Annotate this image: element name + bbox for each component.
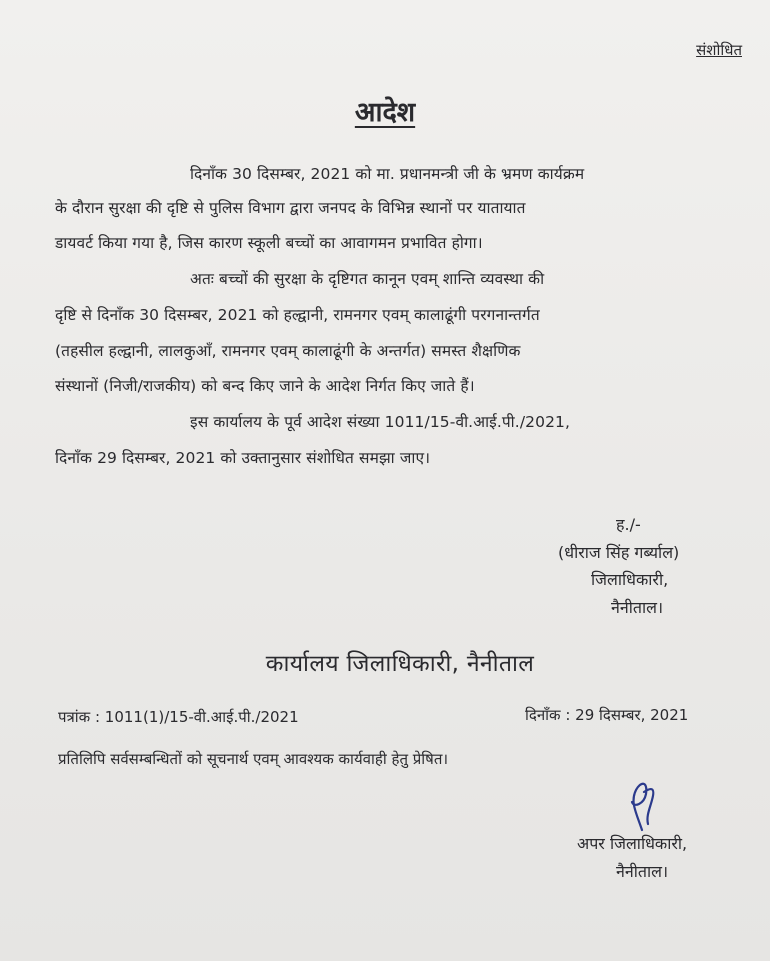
second-signatory-place: नैनीताल। (616, 862, 669, 881)
signed-mark: ह./- (616, 515, 641, 534)
order-line: दृष्टि से दिनाँक 30 दिसम्बर, 2021 को हल्द्वानी, रामनगर एवम् कालाढूंगी परगनान्तर्गत (55, 306, 540, 324)
order-line: डायवर्ट किया गया है, जिस कारण स्कूली बच्चों का आवागमन प्रभावित होगा। (55, 234, 483, 252)
letter-number: पत्रांक : 1011(1)/15-वी.आई.पी./2021 (58, 708, 299, 726)
order-line: इस कार्यालय के पूर्व आदेश संख्या 1011/15-वी.आई.पी./2021, (190, 413, 571, 431)
second-signatory-designation: अपर जिलाधिकारी, (577, 834, 688, 853)
signatory-place: नैनीताल। (611, 598, 664, 617)
letter-date: दिनाँक : 29 दिसम्बर, 2021 (525, 706, 689, 724)
handwritten-signature (622, 772, 662, 832)
order-line: अतः बच्चों की सुरक्षा के दृष्टिगत कानून एवम् शान्ति व्यवस्था की (190, 270, 545, 288)
order-line: संस्थानों (निजी/राजकीय) को बन्द किए जाने के आदेश निर्गत किए जाते हैं। (55, 377, 475, 395)
order-line: के दौरान सुरक्षा की दृष्टि से पुलिस विभाग द्वारा जनपद के विभिन्न स्थानों पर यातायात (55, 199, 526, 217)
signatory-designation: जिलाधिकारी, (591, 570, 669, 589)
signatory-name: (धीराज सिंह गर्ब्याल) (558, 543, 680, 562)
revised-tag: संशोधित (696, 41, 742, 59)
order-line: दिनाँक 30 दिसम्बर, 2021 को मा. प्रधानमन्त्री जी के भ्रमण कार्यक्रम (190, 165, 585, 183)
order-line: दिनाँक 29 दिसम्बर, 2021 को उक्तानुसार संशोधित समझा जाए। (55, 449, 431, 467)
copy-distribution-line: प्रतिलिपि सर्वसम्बन्धितों को सूचनार्थ एवम् आवश्यक कार्यवाही हेतु प्रेषित। (58, 750, 449, 768)
office-heading: कार्यालय जिलाधिकारी, नैनीताल (265, 651, 535, 677)
order-line: (तहसील हल्द्वानी, लालकुआँ, रामनगर एवम् कालाढूंगी के अन्तर्गत) समस्त शैक्षणिक (55, 342, 521, 360)
order-title: आदेश (354, 97, 416, 128)
